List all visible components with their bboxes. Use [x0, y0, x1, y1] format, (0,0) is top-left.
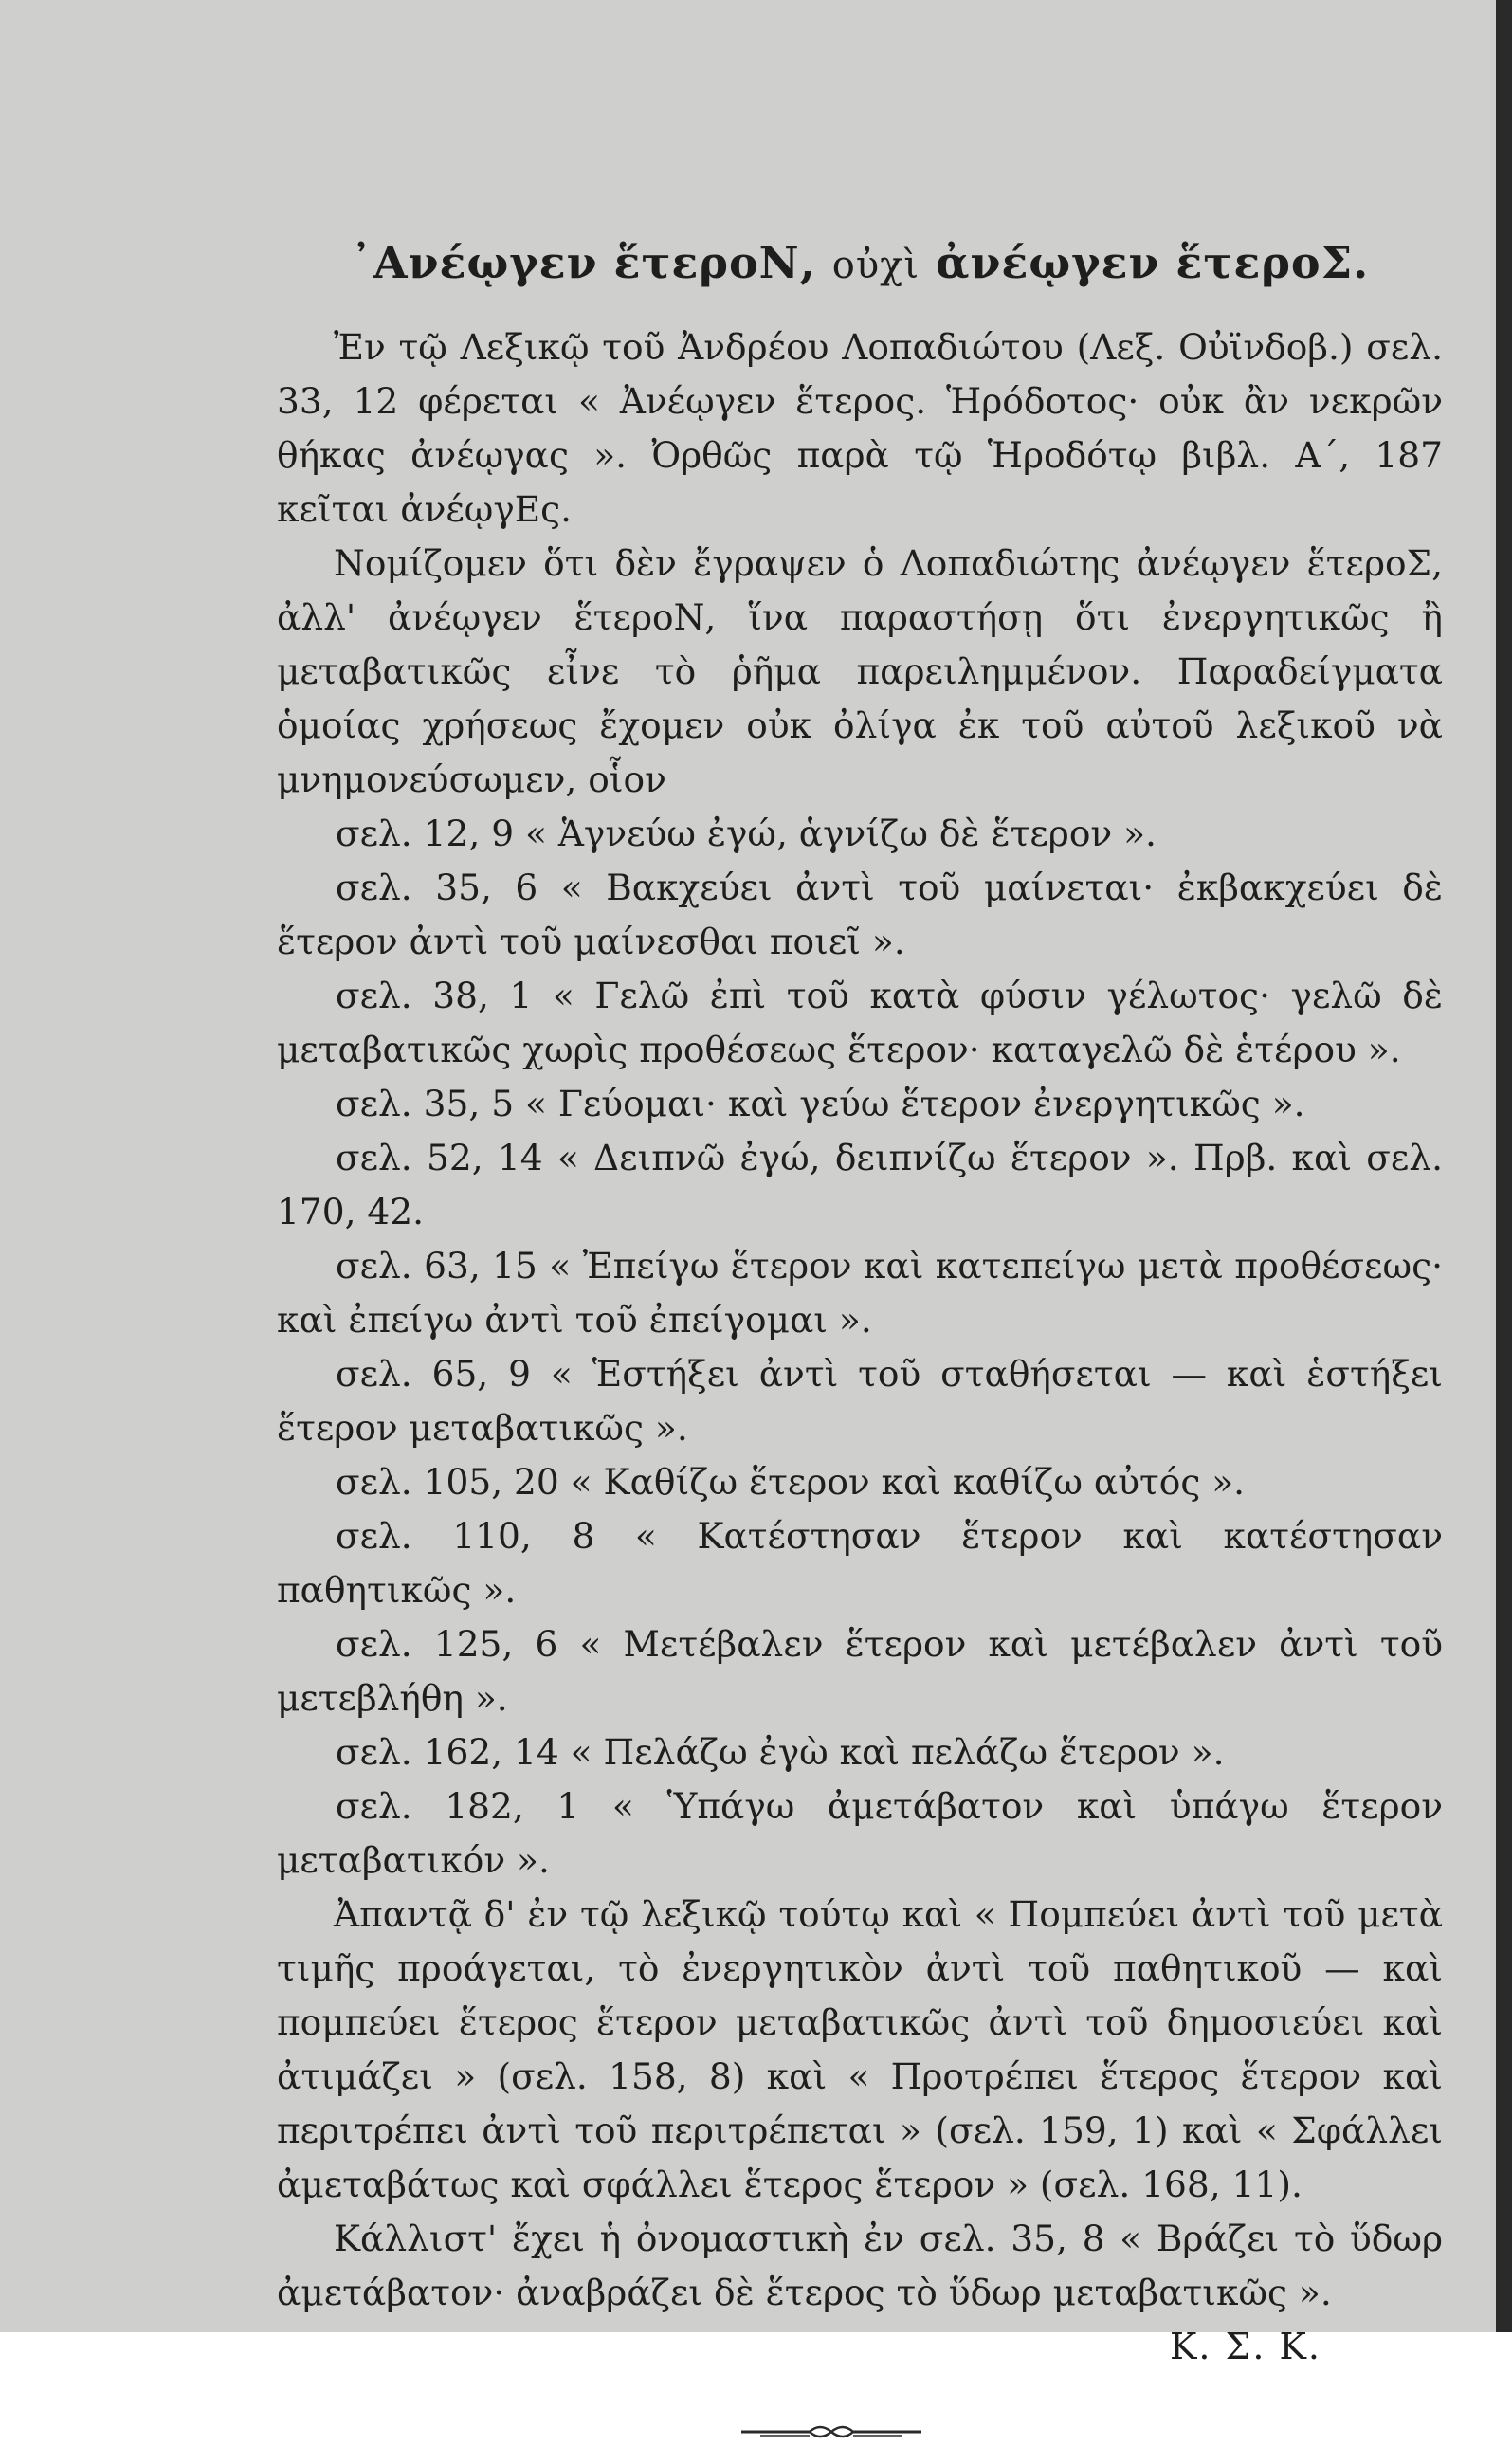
example-entry: σελ. 35, 5 « Γεύομαι· καὶ γεύω ἕτερον ἐνεργητικῶς ». — [336, 1083, 1305, 1124]
example-entry: σελ. 35, 6 « Βακχεύει ἀντὶ τοῦ μαίνεται· ἐκβακχεύει δὲ ἕτερον ἀντὶ τοῦ μαίνεσθαι ποιεῖ ». — [277, 867, 1443, 962]
examples-list — [277, 807, 1443, 1888]
example-entry: σελ. 63, 15 « Ἐπείγω ἕτερον καὶ κατεπείγω μετὰ προθέσεως· καὶ ἐπείγω ἀντὶ τοῦ ἐπείγομαι ». — [277, 1245, 1443, 1341]
page-edge — [1496, 0, 1512, 2332]
example-entry: σελ. 125, 6 « Μετέβαλεν ἕτερον καὶ μετέβαλεν ἀντὶ τοῦ μετεβλήθη ». — [277, 1623, 1443, 1719]
example-entry: σελ. 38, 1 « Γελῶ ἐπὶ τοῦ κατὰ φύσιν γέλωτος· γελῶ δὲ μεταβατικῶς χωρὶς προθέσεως ἕτερον· καταγελῶ δὲ ἑτέρου ». — [277, 975, 1443, 1070]
example-entry: σελ. 65, 9 « Ἑστήξει ἀντὶ τοῦ σταθήσεται — καὶ ἑστήξει ἕτερον μεταβατικῶς ». — [277, 1353, 1443, 1449]
ornament-divider-icon — [741, 2421, 921, 2442]
article — [277, 237, 1443, 2446]
example-entry: σελ. 182, 1 « Ὑπάγω ἀμετάβατον καὶ ὑπάγω ἕτερον μεταβατικόν ». — [277, 1785, 1443, 1881]
author-initials: Κ. Σ. Κ. — [1169, 2326, 1321, 2367]
intro-paragraph-1: Ἐν τῷ Λεξικῷ τοῦ Ἀνδρέου Λοπαδιώτου (Λεξ. Οὐϊνδοβ.) σελ. 33, 12 φέρεται « Ἀνέῳγεν ἕτερος. Ἡρόδοτος· οὐκ ἂν νεκρῶν θήκας ἀνέῳγας ». Ὀρθῶς παρὰ τῷ Ἡροδότῳ βιβλ. Α΄, 187 κεῖται ἀνέῳγΕς. — [277, 326, 1443, 530]
closing-paragraph-1: Ἀπαντᾷ δ' ἐν τῷ λεξικῷ τούτῳ καὶ « Πομπεύει ἀντὶ τοῦ μετὰ τιμῆς προάγεται, τὸ ἐνεργητικὸν ἀντὶ τοῦ παθητικοῦ — καὶ πομπεύει ἕτερος ἕτερον μεταβατικῶς ἀντὶ τοῦ δημοσιεύει καὶ ἀτιμάζει » (σελ. 158, 8) καὶ « Προτρέπει ἕτερος ἕτερον καὶ περιτρέπει ἀντὶ τοῦ περιτρέπεται » (σελ. 159, 1) καὶ « Σφάλλει ἀμεταβάτως καὶ σφάλλει ἕτερος ἕτερον » (σελ. 168, 11). — [277, 1893, 1443, 2205]
title-part-3: ἀνέῳγεν ἕτεροΣ. — [936, 237, 1370, 288]
example-entry: σελ. 105, 20 « Καθίζω ἕτερον καὶ καθίζω αὐτός ». — [336, 1461, 1246, 1503]
example-entry: σελ. 52, 14 « Δειπνῶ ἐγώ, δειπνίζω ἕτερον ». Πρβ. καὶ σελ. 170, 42. — [277, 1137, 1443, 1232]
example-entry: σελ. 12, 9 « Ἁγνεύω ἐγώ, ἁγνίζω δὲ ἕτερον ». — [336, 812, 1157, 854]
intro-paragraph-2: Νομίζομεν ὅτι δὲν ἔγραψεν ὁ Λοπαδιώτης ἀνέῳγεν ἕτεροΣ, ἀλλ' ἀνέῳγεν ἕτεροΝ, ἵνα παραστήσῃ ὅτι ἐνεργητικῶς ἢ μεταβατικῶς εἶνε τὸ ῥῆμα παρειλημμένον. Παραδείγματα ὁμοίας χρήσεως ἔχομεν οὐκ ὀλίγα ἐκ τοῦ αὐτοῦ λεξικοῦ νὰ μνημονεύσωμεν, οἷον — [277, 542, 1443, 800]
closing-paragraph-2: Κάλλιστ' ἔχει ἡ ὀνομαστικὴ ἐν σελ. 35, 8 « Βράζει τὸ ὕδωρ ἀμετάβατον· ἀναβράζει δὲ ἕτερος τὸ ὕδωρ μεταβατικῶς ». — [277, 2218, 1443, 2313]
article-title — [277, 237, 1443, 288]
title-part-2: οὐχὶ — [831, 244, 920, 287]
example-entry: σελ. 162, 14 « Πελάζω ἐγὼ καὶ πελάζω ἕτερον ». — [336, 1731, 1225, 1773]
example-entry: σελ. 110, 8 « Κατέστησαν ἕτερον καὶ κατέστησαν παθητικῶς ». — [277, 1515, 1443, 1611]
title-part-1: ᾿Ανέῳγεν ἕτεροΝ, — [350, 237, 816, 288]
